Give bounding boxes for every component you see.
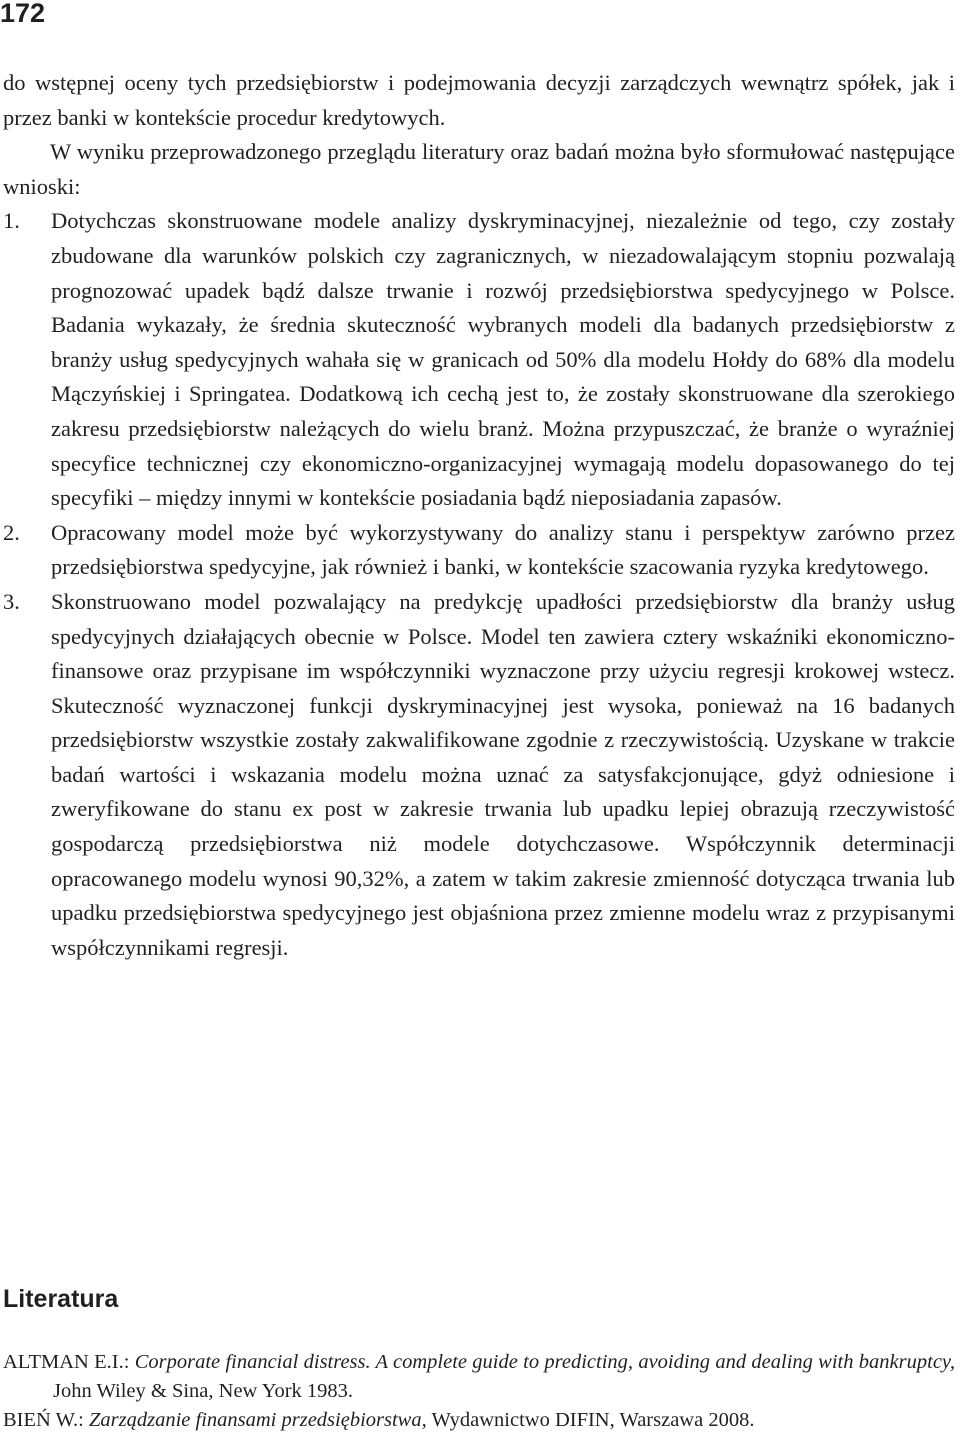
list-item-number: 3. bbox=[3, 588, 20, 614]
list-item-text: Dotychczas skonstruowane modele analizy dyskryminacyjnej, niezależnie od tego, czy zostały zbudowane dla warunków polskich czy zagranicznych, w niezadowalającym stopniu pozwalają prognozować upadek bądź dalsze trwanie i rozwój przedsiębiorstwa spedycyjnego w Polsce. Badania wykazały, że średnia skuteczność wybranych modeli dla badanych przedsiębiorstw z branży usług spedycyjnych wahała się w granicach od 50% dla modelu Hołdy do 68% dla modelu Mączyńskiej i Springatea. Dodatkową ich cechą jest to, że zostały skonstruowane dla szerokiego zakresu przedsiębiorstw należących do wielu branż. Można przypuszczać, że branże o wyraźniej specyfice technicznej czy ekonomiczno-organizacyjnej wymagają modelu dopasowanego do tej specyfiki – między innymi w kontekście posiadania bądź nieposiadania zapasów. bbox=[51, 208, 955, 511]
reference-publisher: John Wiley & Sina, New York 1983. bbox=[53, 1380, 354, 1402]
reference-publisher: Wydawnictwo DIFIN, Warszawa 2008. bbox=[431, 1409, 755, 1431]
reference-title: Corporate financial distress. A complete guide to predicting, avoiding and dealing with bankruptcy, bbox=[134, 1351, 956, 1373]
reference-item bbox=[3, 1406, 955, 1435]
list-item bbox=[3, 585, 955, 966]
body-text bbox=[3, 66, 955, 965]
list-item-number: 1. bbox=[3, 208, 20, 234]
intro-continuation: do wstępnej oceny tych przedsiębiorstw i podejmowania decyzji zarządczych wewnątrz spółek, jak i przez banki w kontekście procedur kredytowych. bbox=[3, 70, 955, 130]
conclusions-list bbox=[3, 204, 955, 965]
list-item-number: 2. bbox=[3, 519, 20, 545]
references-list bbox=[3, 1348, 955, 1435]
reference-author: ALTMAN E.I.: bbox=[3, 1351, 130, 1373]
list-item bbox=[3, 204, 955, 515]
list-item bbox=[3, 516, 955, 585]
list-item-text: Skonstruowano model pozwalający na predykcję upadłości przedsiębiorstw dla branży usług spedycyjnych działających obecnie w Polsce. Model ten zawiera cztery wskaźniki ekonomiczno-finansowe oraz przypisane im współczynniki wyznaczone przy użyciu regresji krokowej wstecz. Skuteczność wyznaczonej funkcji dyskryminacyjnej jest wysoka, ponieważ na 16 badanych przedsiębiorstw wszystkie zostały zakwalifikowane zgodnie z rzeczywistością. Uzyskane w trakcie badań wartości i wskazania modelu można uznać za satysfakcjonujące, gdyż odniesione i zweryfikowane do stanu ex post w zakresie trwania lub upadku lepiej obrazują rzeczywistość gospodarczą przedsiębiorstwa niż modele dotychczasowe. Współczynnik determinacji opracowanego modelu wynosi 90,32%, a zatem w takim zakresie zmienność dotycząca trwania lub upadku przedsiębiorstwa spedycyjnego jest objaśniona przez zmienne modelu wraz z przypisanymi współczynnikami regresji. bbox=[51, 588, 955, 960]
list-item-text: Opracowany model może być wykorzystywany do analizy stanu i perspektyw zarówno przez przedsiębiorstwa spedycyjne, jak również i banki, w kontekście szacowania ryzyka kredytowego. bbox=[51, 519, 955, 580]
reference-title: Zarządzanie finansami przedsiębiorstwa, bbox=[89, 1409, 427, 1431]
page-number: 172 bbox=[0, 0, 46, 28]
intro-lead: W wyniku przeprowadzonego przeglądu literatury oraz badań można było sformułować następujące wnioski: bbox=[3, 139, 955, 199]
reference-item bbox=[3, 1348, 955, 1406]
section-heading-literature: Literatura bbox=[3, 1285, 119, 1313]
reference-author: BIEŃ W.: bbox=[3, 1409, 84, 1431]
